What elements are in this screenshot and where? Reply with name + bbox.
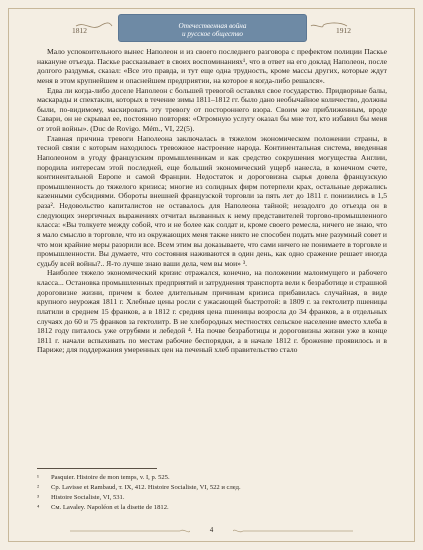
footnote-text: Pasquier. Histoire de mon temps, v. I, p. 525. — [51, 474, 170, 481]
footnotes — [37, 473, 387, 513]
footnote-number: ⁴ — [37, 504, 40, 512]
footnote-number: ² — [37, 484, 39, 492]
page-number: 4 — [209, 526, 214, 534]
paragraph: Мало успокоительного вынес Наполеон и из своего последнего разговора с префектом полиции Паскье накануне отъезда. Паскье рассказывает в своих воспоминаниях¹, что в ответ на его доклад Наполеон, после долгого раздумья, сказал: «Все это правда, и тут еще одна трудность, кроме массы других, которые ждут меня в этом крупнейшем и опаснейшем предприятии, на которое я когда-либо решался». — [37, 47, 387, 85]
header-title-line1: Отечественная война — [178, 22, 247, 30]
header-title-line2: и русское общество — [182, 30, 243, 38]
footnote-rule — [37, 468, 157, 469]
header-banner — [118, 14, 307, 42]
paragraph: Наиболее тяжело экономический кризис отражался, конечно, на положении малоимущего и рабочего класса... Остановка промышленных предприятий и затруднения транспорта вели к безработице и страшной дороговизне жизни, причем к более длительным причинам кризиса прибавилась случайная, в виде крупного неурожая 1811 г. Хлебные цены росли с ужасающей быстротой: в 1809 г. за гектолитр пшеницы платили в среднем 15 франков, а в 1812 г. средняя цена пшеницы возросла до 34 франков, а в отдельных случаях до 60 и 75 франков за гектолитр. В не хлебородных местностях сельское население вместо хлеба в 1812 году питалось уже отрубями и лебедой ⁴. На почве безработицы и дороговизны жизни уже в конце 1811 г. начали вспыхивать по местам рабочие беспорядки, а в начале 1812 г. брожение проявилось и в Париже; для поддержания умеренных цен на печеный хлеб правительство стало — [37, 268, 387, 355]
page-header — [70, 10, 353, 44]
footnote-text: См. Lavaley. Napoléon et la disette de 1812. — [51, 504, 169, 512]
footnote — [37, 483, 387, 493]
footnote-text: Histoire Socialiste, VI, 531. — [51, 494, 125, 502]
footnote-number: ¹ — [37, 474, 39, 481]
paragraph: Главная причина тревоги Наполеона заключалась в тяжелом экономическом положении страны, в тесной связи с которым находилось тревожное настроение народа. Континентальная система, введенная Наполеоном в угоду французским промышленникам и как средство сокрушения могущества Англии, породила интересам этой последней, еще больший экономический ущерб нанесла, в конечном счете, континентальной Европе и самой Франции. Недостаток и дороговизна сырья довела французскую промышленность до тяжелого кризиса; многие из солидных фирм потерпели крах, остальные держались казенными субсидиями. Обороты внешней французской торговли за пять лет до 1811 г. понизились в 1,5 раза². Недовольство капиталистов не оставалось для Наполеона тайной; незадолго до отъезда он в следующих энергичных выражениях отчитал вызванных к нему представителей торгово-промышленного класса: «Вы толкуете между собой, что и не более как солдат и, кроме своего ремесла, ничего не знаю, что я мало смыслю в торговле, что из окружающих меня также никто не способен подать мне разумный совет и что мои крайние меры разорили все. Всем этим вы доказываете, что сами ничего не понимаете в торговле и промышленности. Вы думаете, что состояния наживаются в один день, как одно сражение решает иногда судьбу всей войны?.. Я-то лучше знаю ваши дела, чем вы мои» ³. — [37, 133, 387, 268]
paragraph: Едва ли когда-либо доселе Наполеон с большей тревогой оставлял свое государство. Придворные балы, маскарады и спектакли, которых в течение зимы 1811–1812 гг. было дано необычайное количество, должны были, по-видимому, маскировать эту тревогу от постороннего взора. Своим же приближенным, вроде Савари, он не скрывал ее, постоянно повторяя: «Огромную услугу оказал бы мне тот, кто избавил бы меня от этой войны». (Duc de Rovigo. Mém., VI, 22(5). — [37, 85, 387, 133]
footnote — [37, 493, 387, 503]
footnote-text: Ср. Lavisse et Rambaud, т. IX, 412. Histoire Socialiste, VI, 522 и след. — [51, 484, 241, 492]
footnote-number: ³ — [37, 494, 39, 502]
footnote — [37, 473, 387, 483]
footer-ornament-right — [233, 527, 353, 535]
header-year-right: 1912 — [336, 26, 351, 35]
body-text — [37, 47, 387, 355]
header-year-left: 1812 — [72, 26, 87, 35]
footnote — [37, 503, 387, 513]
